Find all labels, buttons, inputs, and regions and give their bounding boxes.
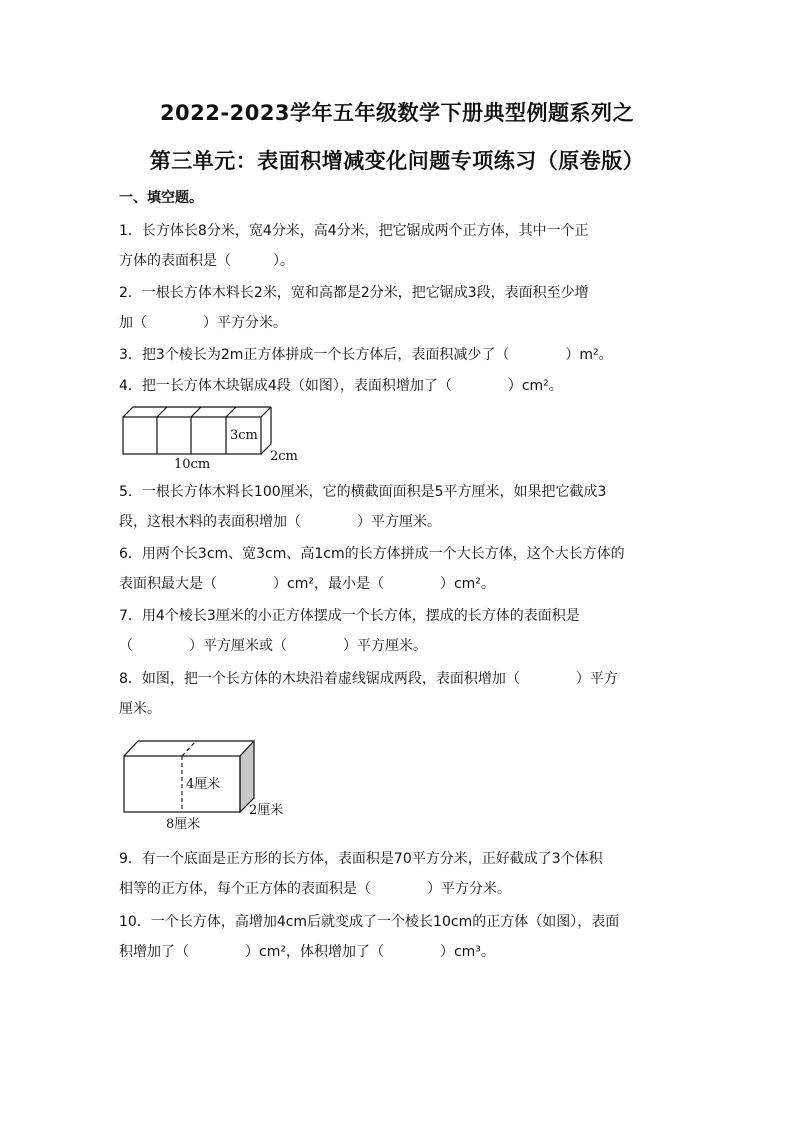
figure2-height-label: 4厘米 [186,777,221,792]
figure-board-four-segments [118,404,308,474]
figure1-length-label: 10cm [174,457,211,472]
question-8-line1: 8．如图，把一个长方体的木块沿着虚线锯成两段，表面积增加（ ）平方 [119,671,618,687]
question-10-line2: 积增加了（ ）cm²，体积增加了（ ）cm³。 [119,944,495,960]
figure2-width-label: 2厘米 [249,803,284,818]
question-2-line2: 加（ ）平方分米。 [119,315,287,331]
figure1-height-label: 3cm [230,428,258,443]
question-1-line2: 方体的表面积是（ ）。 [119,253,294,269]
question-3-line1: 3．把3个棱长为2m正方体拼成一个长方体后，表面积减少了（ ）m²。 [119,347,613,363]
question-7-line1: 7．用4个棱长3厘米的小正方体摆成一个长方体，摆成的长方体的表面积是 [119,608,580,624]
question-10-line1: 10．一个长方体，高增加4cm后就变成了一个棱长10cm的正方体（如图），表面 [119,914,620,930]
section-heading: 一、填空题。 [119,190,203,206]
question-4-line1: 4．把一长方体木块锯成4段（如图），表面积增加了（ ）cm²。 [119,378,563,394]
figure2-length-label: 8厘米 [166,817,201,832]
question-5-line2: 段，这根木料的表面积增加（ ）平方厘米。 [119,514,441,530]
document-title-line2: 第三单元：表面积增减变化问题专项练习（原卷版） [149,149,645,173]
question-6-line1: 6．用两个长3cm、宽3cm、高1cm的长方体拼成一个大长方体，这个大长方体的 [119,546,625,562]
document-title-line1: 2022-2023学年五年级数学下册典型例题系列之 [159,101,635,125]
figure-cuboid-dashed-cut [118,736,298,832]
question-9-line1: 9．有一个底面是正方形的长方体，表面积是70平方分米，正好截成了3个体积 [119,851,603,867]
figure1-width-label: 2cm [270,449,298,464]
question-5-line1: 5．一根长方体木料长100厘米，它的横截面面积是5平方厘米，如果把它截成3 [119,484,607,500]
question-2-line1: 2．一根长方体木料长2米，宽和高都是2分米，把它锯成3段，表面积至少增 [119,285,589,301]
question-9-line2: 相等的正方体，每个正方体的表面积是（ ）平方分米。 [119,881,511,897]
question-6-line2: 表面积最大是（ ）cm²，最小是（ ）cm²。 [119,576,495,592]
question-7-line2: （ ）平方厘米或（ ）平方厘米。 [119,638,427,654]
question-1-line1: 1．长方体长8分米，宽4分米，高4分米，把它锯成两个正方体，其中一个正 [119,223,589,239]
question-8-line2: 厘米。 [119,701,161,717]
